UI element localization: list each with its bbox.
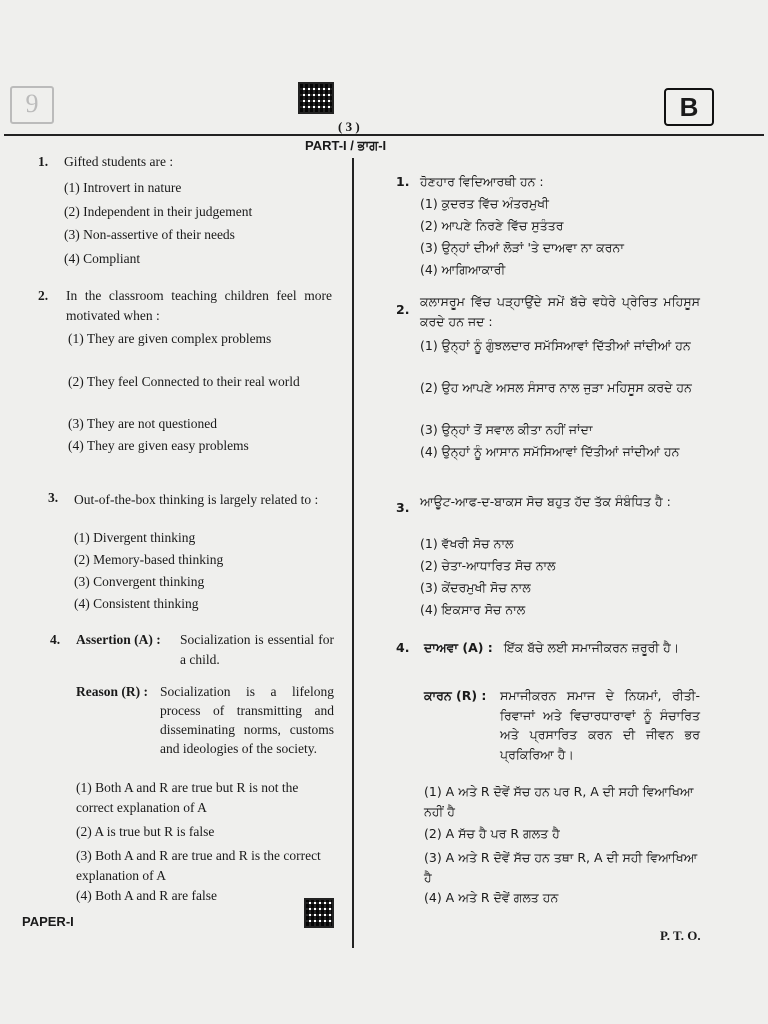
option: (2) They feel Connected to their real world [68, 374, 300, 389]
question-number: 1. [396, 174, 410, 189]
option: (3) A ਅਤੇ R ਦੋਵੇਂ ਸੱਚ ਹਨ ਤਥਾ R, A ਦੀ ਸਹੀ ਵਿਆਖਿਆ ਹੈ [424, 850, 698, 885]
option: (2) A ਸੱਚ ਹੈ ਪਰ R ਗਲਤ ਹੈ [424, 826, 560, 841]
page-number: ( 3 ) [338, 119, 360, 134]
reason-text: ਸਮਾਜੀਕਰਨ ਸਮਾਜ ਦੇ ਨਿਯਮਾਂ, ਰੀਤੀ-ਰਿਵਾਜਾਂ ਅਤੇ ਵਿਚਾਰਧਾਰਾਵਾਂ ਨੂੰ ਸੰਚਾਰਿਤ ਅਤੇ ਪ੍ਰਸਾਰਿਤ ਕਰਨ ਦੀ ਜੀਵਨ ਭਰ ਪ੍ਰਕਿਰਿਆ ਹੈ। [500, 688, 700, 762]
reason-text: Socialization is a lifelong process of transmitting and disseminating norms, customs and ideologies of the society. [160, 684, 334, 756]
header-divider [4, 134, 764, 136]
question-text: ਆਊਟ-ਆਫ-ਦ-ਬਾਕਸ ਸੋਚ ਬਹੁਤ ਹੱਦ ਤੱਕ ਸੰਬੰਧਿਤ ਹੈ : [420, 494, 671, 509]
corner-code: 9 [10, 86, 54, 124]
option: (3) ਉਨ੍ਹਾਂ ਤੋਂ ਸਵਾਲ ਕੀਤਾ ਨਹੀਂ ਜਾਂਦਾ [420, 422, 593, 437]
option: (1) A ਅਤੇ R ਦੋਵੇਂ ਸੱਚ ਹਨ ਪਰ R, A ਦੀ ਸਹੀ ਵਿਆਖਿਆ ਨਹੀਂ ਹੈ [424, 784, 694, 819]
option: (3) Non-assertive of their needs [64, 227, 235, 242]
option: (4) A ਅਤੇ R ਦੋਵੇਂ ਗਲਤ ਹਨ [424, 890, 559, 905]
option: (4) Both A and R are false [76, 888, 217, 903]
assertion-text: ਇੱਕ ਬੱਚੇ ਲਈ ਸਮਾਜੀਕਰਨ ਜ਼ਰੂਰੀ ਹੈ। [504, 640, 680, 655]
reason-label: ਕਾਰਨ (R) : [424, 688, 487, 703]
question-text: ਕਲਾਸਰੂਮ ਵਿੱਚ ਪੜ੍ਹਾਉਂਦੇ ਸਮੇਂ ਬੱਚੇ ਵਧੇਰੇ ਪ੍ਰੇਰਿਤ ਮਹਿਸੂਸ ਕਰਦੇ ਹਨ ਜਦ : [420, 294, 700, 329]
qr-code-icon [304, 898, 334, 928]
paper-label: PAPER-I [22, 914, 74, 929]
option: (1) Divergent thinking [74, 530, 196, 545]
option: (4) ਇਕਸਾਰ ਸੋਚ ਨਾਲ [420, 602, 526, 617]
question-text: Gifted students are : [64, 154, 174, 169]
option: (2) ਆਪਣੇ ਨਿਰਣੇ ਵਿੱਚ ਸੁਤੰਤਰ [420, 218, 564, 233]
qr-code-icon [298, 82, 334, 114]
assertion-text: Socialization is essential for a child. [180, 632, 334, 667]
option: (1) They are given complex problems [68, 331, 272, 346]
question-text: In the classroom teaching children feel more motivated when : [66, 288, 332, 323]
option: (3) They are not questioned [68, 416, 217, 431]
assertion-label: ਦਾਅਵਾ (A) : [424, 640, 493, 655]
question-number: 1. [38, 154, 49, 169]
set-label: B [664, 88, 714, 126]
question-number: 3. [48, 490, 59, 505]
option: (3) ਉਨ੍ਹਾਂ ਦੀਆਂ ਲੋੜਾਂ 'ਤੇ ਦਾਅਵਾ ਨਾ ਕਰਨਾ [420, 240, 624, 255]
question-number: 3. [396, 500, 410, 515]
option: (2) ਚੇਤਾ-ਆਧਾਰਿਤ ਸੋਚ ਨਾਲ [420, 558, 556, 573]
option: (2) Memory-based thinking [74, 552, 224, 567]
option: (2) Independent in their judgement [64, 204, 253, 219]
option: (1) Introvert in nature [64, 180, 182, 195]
option: (4) Consistent thinking [74, 596, 199, 611]
assertion-label: Assertion (A) : [76, 632, 161, 647]
option: (1) ਕੁਦਰਤ ਵਿੱਚ ਅੰਤਰਮੁਖੀ [420, 196, 549, 211]
question-number: 4. [50, 632, 61, 647]
option: (2) A is true but R is false [76, 824, 215, 839]
option: (4) They are given easy problems [68, 438, 249, 453]
question-number: 2. [38, 288, 49, 303]
question-text: Out-of-the-box thinking is largely related to : [74, 492, 319, 507]
option: (3) Convergent thinking [74, 574, 205, 589]
option: (2) ਉਹ ਆਪਣੇ ਅਸਲ ਸੰਸਾਰ ਨਾਲ ਜੁੜਾ ਮਹਿਸੂਸ ਕਰਦੇ ਹਨ [420, 380, 692, 395]
reason-label: Reason (R) : [76, 684, 148, 699]
option: (4) ਆਗਿਆਕਾਰੀ [420, 262, 506, 277]
option: (1) ਉਨ੍ਹਾਂ ਨੂੰ ਗੁੰਝਲਦਾਰ ਸਮੱਸਿਆਵਾਂ ਦਿੱਤੀਆਂ ਜਾਂਦੀਆਂ ਹਨ [420, 338, 691, 353]
option: (4) ਉਨ੍ਹਾਂ ਨੂੰ ਆਸਾਨ ਸਮੱਸਿਆਵਾਂ ਦਿੱਤੀਆਂ ਜਾਂਦੀਆਂ ਹਨ [420, 444, 680, 459]
pto-label: P. T. O. [660, 928, 701, 943]
option: (1) ਵੱਖਰੀ ਸੋਚ ਨਾਲ [420, 536, 514, 551]
question-text: ਹੋਣਹਾਰ ਵਿਦਿਆਰਥੀ ਹਨ : [420, 174, 544, 189]
question-number: 2. [396, 302, 410, 317]
option: (3) Both A and R are true and R is the correct explanation of A [76, 848, 321, 883]
part-heading: PART-I / ਭਾਗ-I [305, 138, 387, 153]
option: (1) Both A and R are true but R is not the correct explanation of A [76, 780, 299, 815]
question-number: 4. [396, 640, 410, 655]
option: (3) ਕੇਂਦਰਮੁਖੀ ਸੋਚ ਨਾਲ [420, 580, 531, 595]
option: (4) Compliant [64, 251, 141, 266]
column-divider [352, 158, 354, 948]
